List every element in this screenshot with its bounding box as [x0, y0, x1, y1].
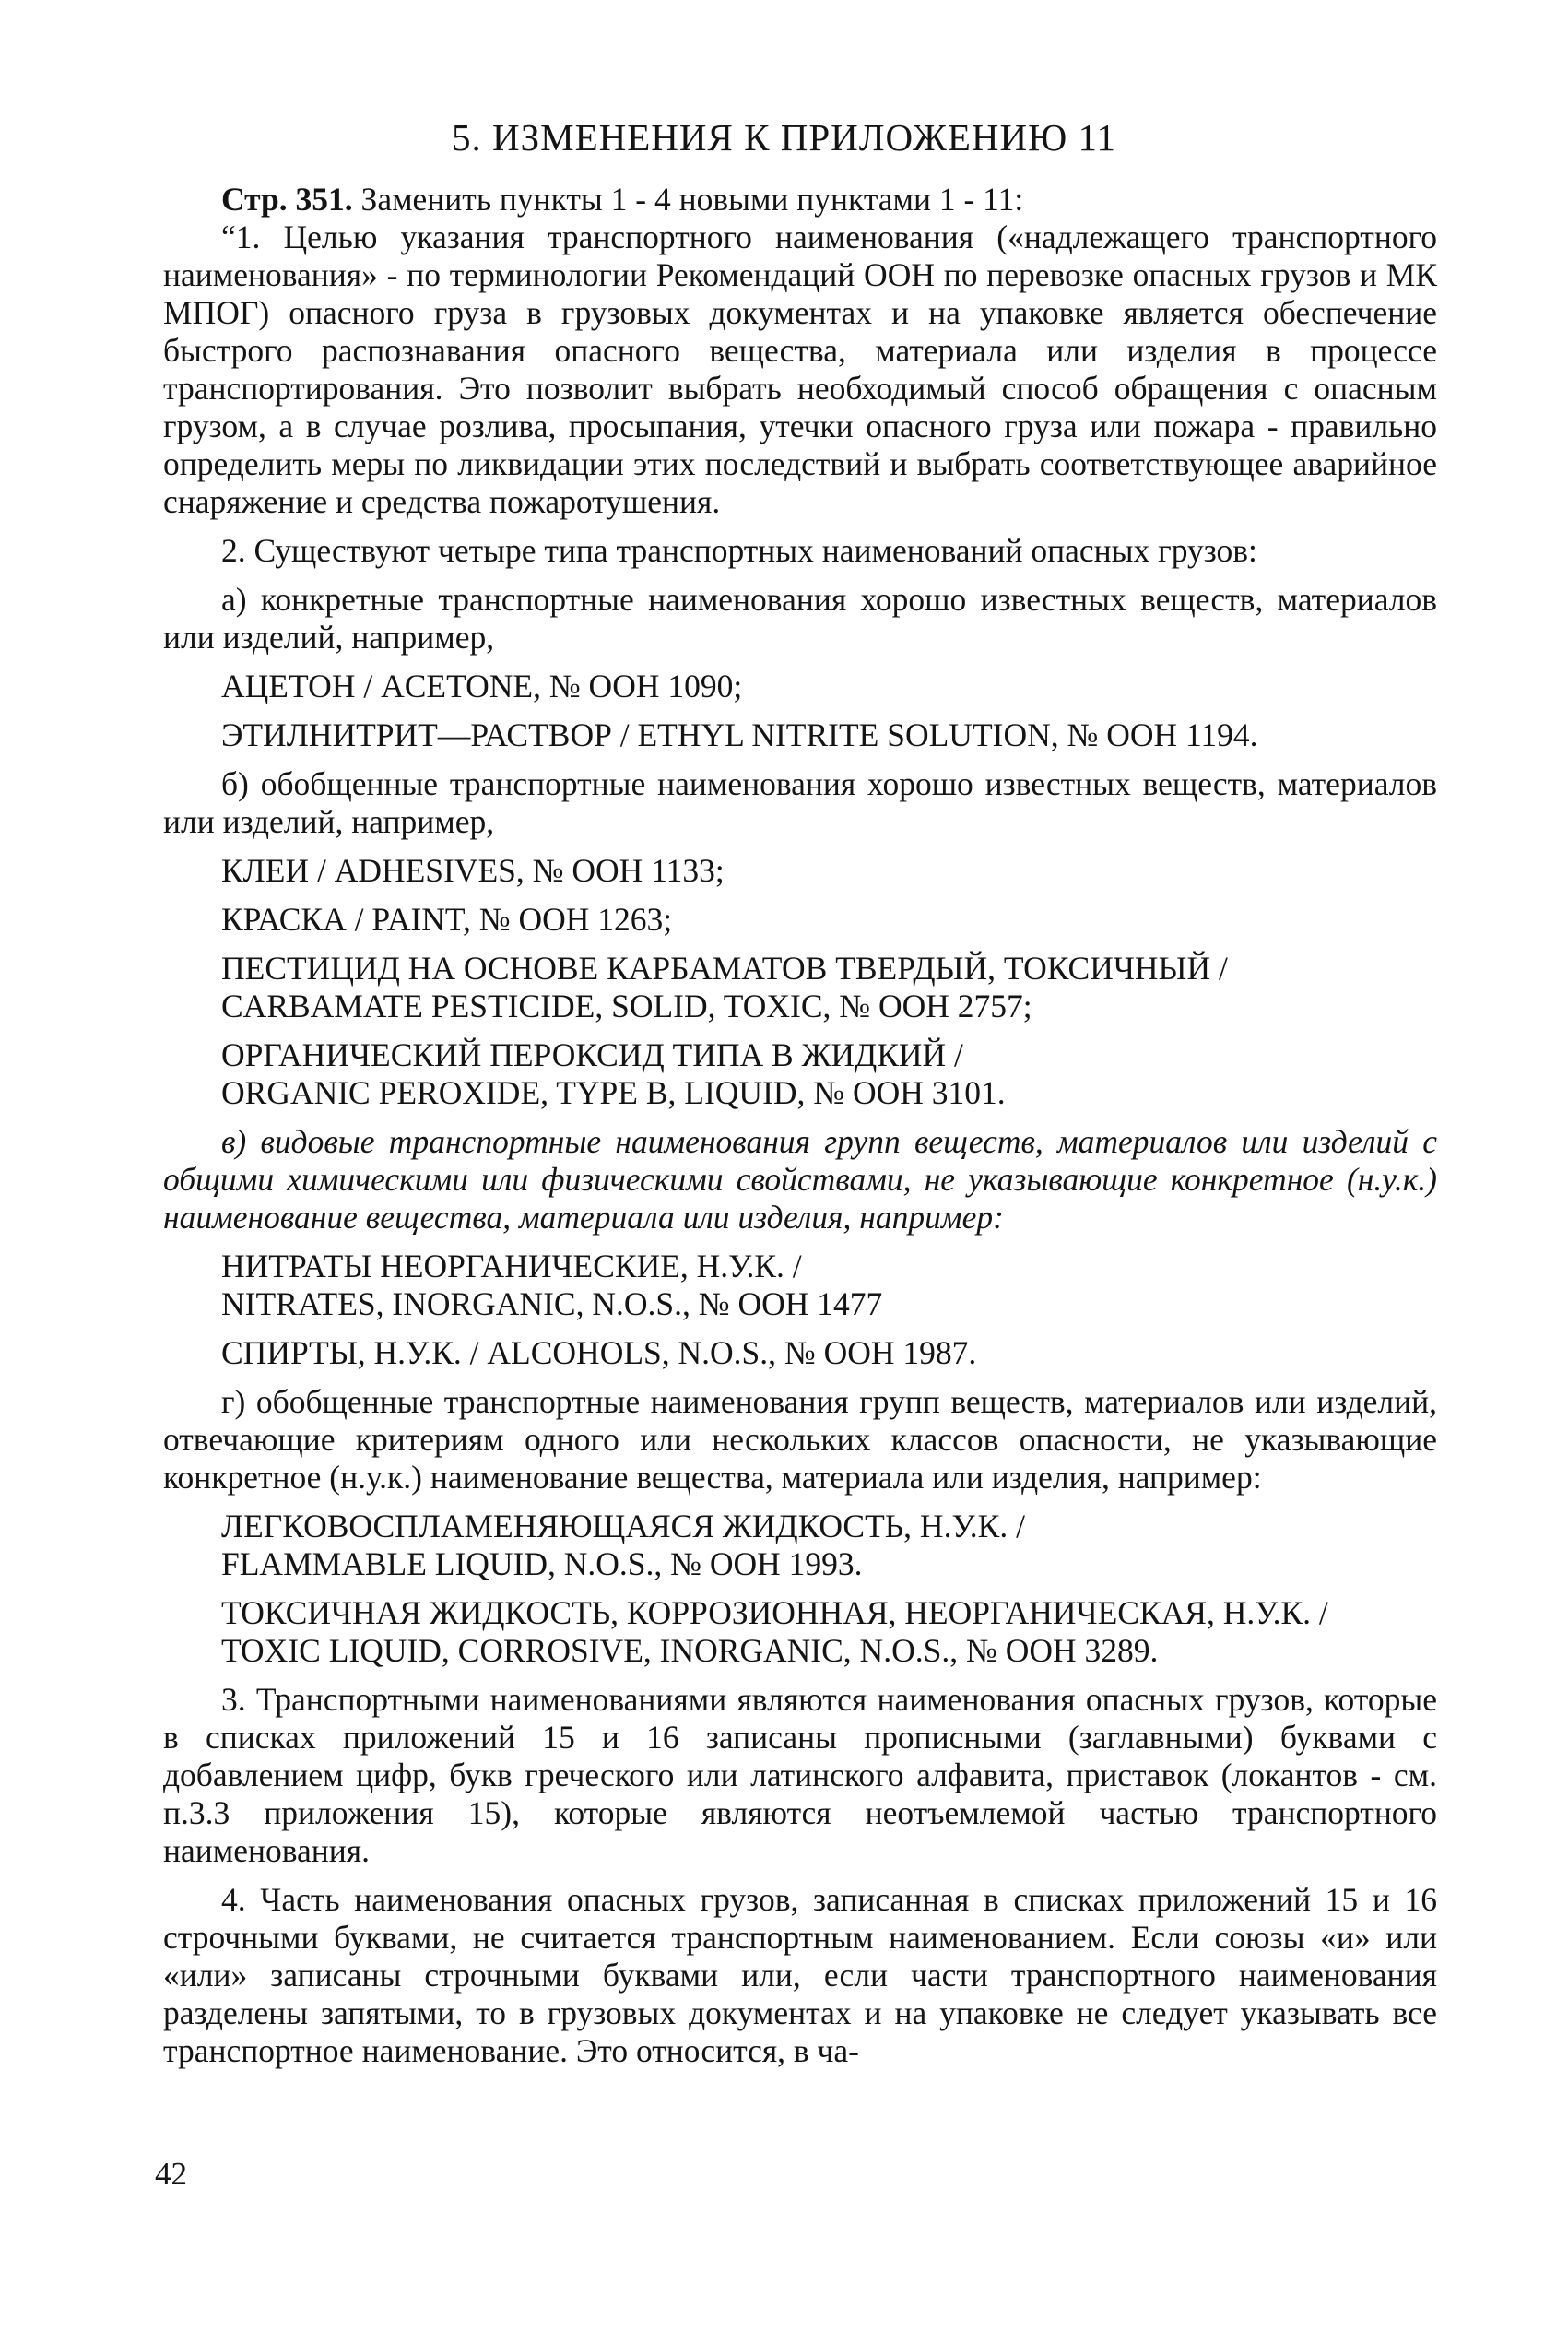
example-line: АЦЕТОН / ACETONE, № ООН 1090; [221, 668, 743, 704]
paragraph-4: 4. Часть наименования опасных грузов, записанная в списках приложений 15 и 16 строчными буквами, не считается транспортным наименованием. Если союзы «и» или «или» записаны строчными буквами или, если части транспортного наименования разделены запятыми, то в грузовых документах и на упаковке не следует указывать все транспортное наименование. Это относится, в ча- [163, 1881, 1437, 2069]
document-body [163, 181, 1437, 2070]
example-line: ОРГАНИЧЕСКИЙ ПЕРОКСИД ТИПА В ЖИДКИЙ / [221, 1036, 963, 1073]
example-nitrates [163, 1248, 1437, 1323]
example-acetone [163, 668, 1437, 705]
paragraph-2: 2. Существуют четыре типа транспортных наименований опасных грузов: [221, 532, 1257, 569]
example-line: CARBAMATE PESTICIDE, SOLID, TOXIC, № ООН 2757; [221, 988, 1032, 1024]
example-ethyl-nitrite [163, 716, 1437, 754]
item-b-text: б) обобщенные транспортные наименования хорошо известных веществ, материалов или изделий, например, [163, 765, 1437, 840]
example-line: НИТРАТЫ НЕОРГАНИЧЕСКИЕ, Н.У.К. / [221, 1248, 802, 1284]
page-reference: Стр. 351. [221, 181, 353, 218]
example-line: TOXIC LIQUID, CORROSIVE, INORGANIC, N.O.S., № ООН 3289. [221, 1632, 1159, 1669]
example-line: ПЕСТИЦИД НА ОСНОВЕ КАРБАМАТОВ ТВЕРДЫЙ, ТОКСИЧНЫЙ / [221, 950, 1228, 987]
page-number: 42 [155, 2156, 187, 2192]
example-carbamate-pesticide [163, 950, 1437, 1025]
item-g-text: г) обобщенные транспортные наименования групп веществ, материалов или изделий, отвечающие критериям одного или нескольких классов опасности, не указывающие конкретное (н.у.к.) наименование вещества, материала или изделия, например: [163, 1383, 1437, 1496]
example-alcohols [163, 1334, 1437, 1372]
example-line: ЛЕГКОВОСПЛАМЕНЯЮЩАЯСЯ ЖИДКОСТЬ, Н.У.К. / [221, 1508, 1025, 1544]
example-line: ТОКСИЧНАЯ ЖИДКОСТЬ, КОРРОЗИОННАЯ, НЕОРГАНИЧЕСКАЯ, Н.У.К. / [221, 1594, 1328, 1631]
paragraph-1: “1. Целью указания транспортного наименования («надлежащего транспортного наименования» - по терминологии Рекомендаций ООН по перевозке опасных грузов и МК МПОГ) опасного груза в грузовых документах и на упаковке является обеспечение быстрого распознавания опасного вещества, материала или изделия в процессе транспортирования. Это позволит выбрать необходимый способ обращения с опасным грузом, а в случае розлива, просыпания, утечки опасного груза или пожара - правильно определить меры по ликвидации этих последствий и выбрать соответствующее аварийное снаряжение и средства пожаротушения. [163, 219, 1437, 520]
example-line: NITRATES, INORGANIC, N.O.S., № ООН 1477 [221, 1285, 883, 1322]
item-v-text: в) видовые транспортные наименования групп веществ, материалов или изделий с общими химическими или физическими свойствами, не указывающие конкретное (н.у.к.) наименование вещества, материала или изделия, например: [163, 1123, 1437, 1236]
example-adhesives [163, 852, 1437, 890]
example-line: FLAMMABLE LIQUID, N.O.S., № ООН 1993. [221, 1545, 863, 1582]
example-line: СПИРТЫ, Н.У.К. / ALCOHOLS, N.O.S., № ООН 1987. [221, 1334, 977, 1371]
example-organic-peroxide [163, 1036, 1437, 1112]
example-paint [163, 901, 1437, 939]
section-heading: 5. ИЗМЕНЕНИЯ К ПРИЛОЖЕНИЮ 11 [452, 116, 1116, 159]
example-line: КРАСКА / PAINT, № ООН 1263; [221, 901, 673, 938]
example-line: КЛЕИ / ADHESIVES, № ООН 1133; [221, 852, 725, 889]
example-line: ORGANIC PEROXIDE, TYPE B, LIQUID, № ООН 3101. [221, 1074, 1006, 1111]
intro-paragraph [163, 181, 1437, 219]
example-toxic-liquid [163, 1594, 1437, 1670]
paragraph-3: 3. Транспортными наименованиями являются наименования опасных грузов, которые в списках приложений 15 и 16 записаны прописными (заглавными) буквами с добавлением цифр, букв греческого или латинского алфавита, приставок (локантов - см. п.3.3 приложения 15), которые являются неотъемлемой частью транспортного наименования. [163, 1681, 1437, 1869]
example-line: ЭТИЛНИТРИТ—РАСТВОР / ETHYL NITRITE SOLUTION, № ООН 1194. [221, 716, 1258, 753]
item-a-text: а) конкретные транспортные наименования хорошо известных веществ, материалов или изделий, например, [163, 581, 1437, 656]
example-flammable-liquid [163, 1508, 1437, 1583]
intro-text: Заменить пункты 1 - 4 новыми пунктами 1 - 11: [352, 181, 1024, 218]
